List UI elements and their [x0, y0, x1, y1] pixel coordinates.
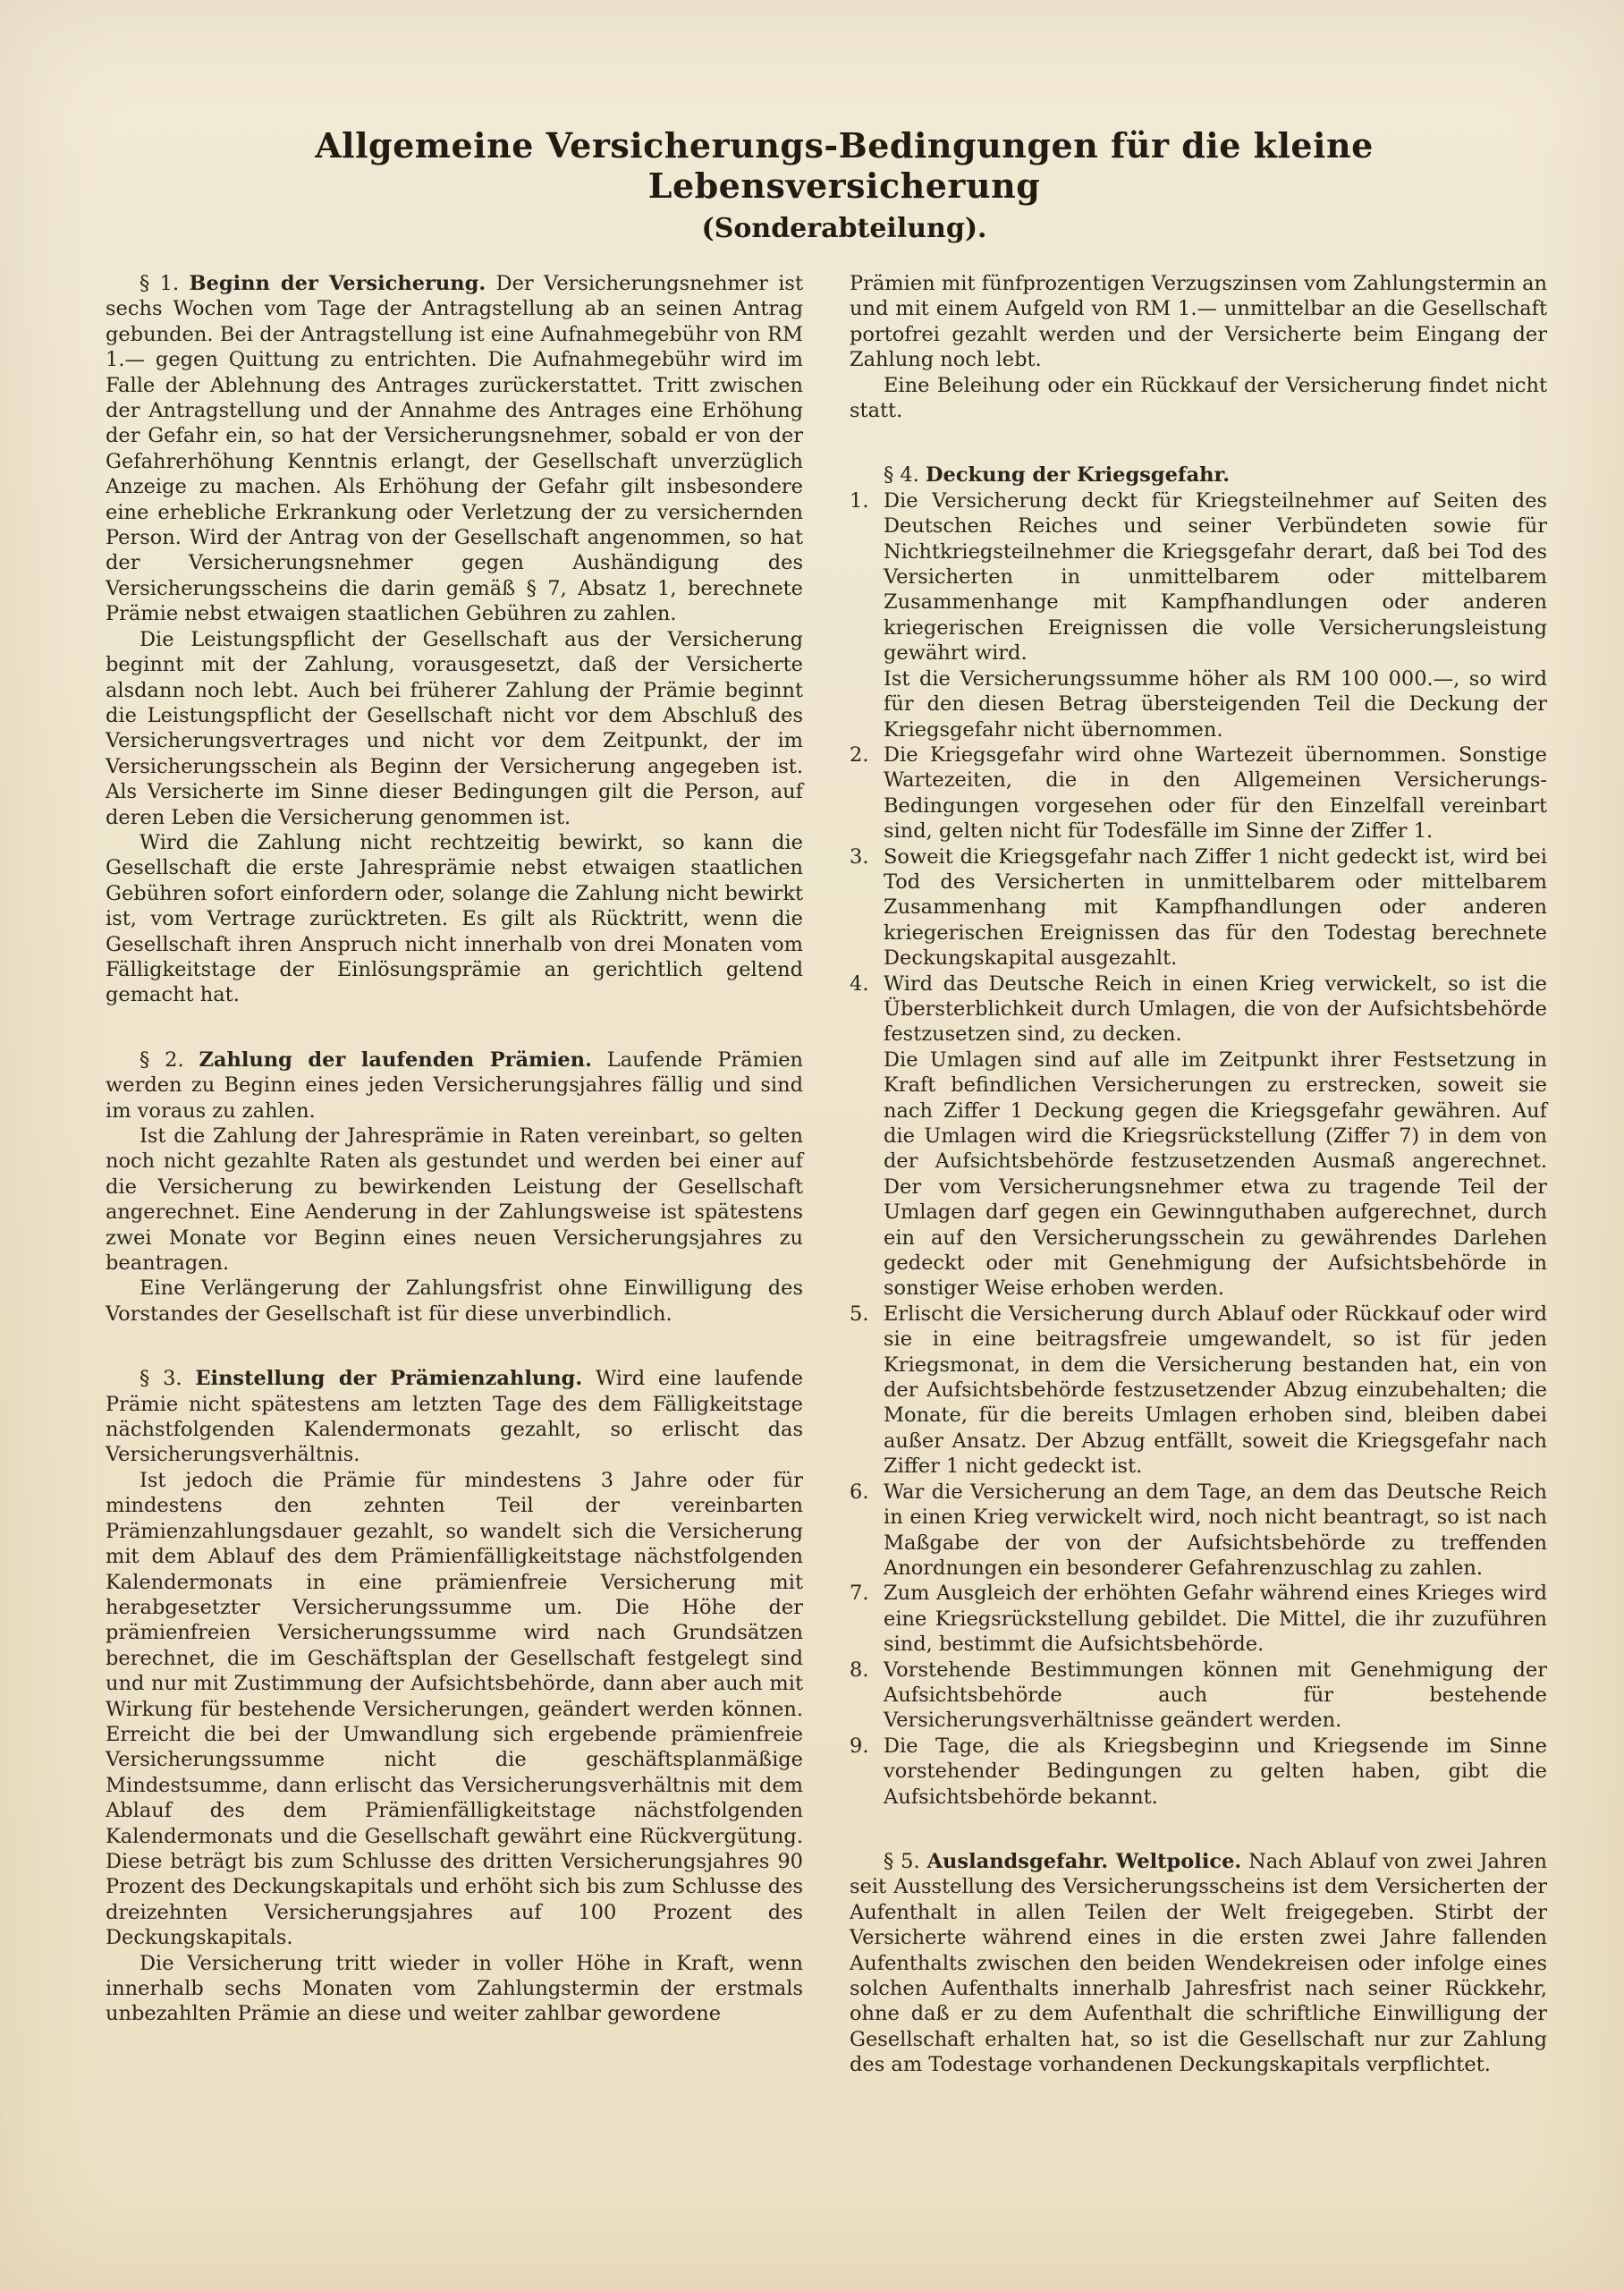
- list-item-number: 5.: [850, 1302, 869, 1326]
- section-1-text-1: Der Versicherungsnehmer ist sechs Wochen vom Tage der Antragstellung ab an seinen Antrag gebunden. Bei der Antragstellung ist eine Aufnahmegebühr von RM 1.— gegen Quittung zu entrichten. Die Aufnahmegebühr wird im Falle der Ablehnung des Antrages zurückerstattet. Tritt zwischen der Antragstellung und der Annahme des Antrages eine Erhöhung der Gefahr ein, so hat der Versicherungsnehmer, sobald er von der Gefahrerhöhung Kenntnis erlangt, der Gesellschaft unverzüglich Anzeige zu machen. Als Erhöhung der Gefahr gilt insbesondere eine erhebliche Erkrankung oder Verletzung der zu versichernden Person. Wird der Antrag von der Gesellschaft angenommen, so hat der Versicherungsnehmer gegen Aushändigung des Versicherungsscheins die darin gemäß § 7, Absatz 1, berechnete Prämie nebst etwaigen staatlichen Gebühren zu zahlen.: [106, 272, 804, 626]
- section-2-paragraph-2: Ist die Zahlung der Jahresprämie in Raten vereinbart, so gelten noch nicht gezahlte Raten als gestundet und werden bei einer auf die Versicherung zu bewirkenden Leistung der Gesellschaft angerechnet. Eine Aenderung in der Zahlungsweise ist spätestens zwei Monate vor Beginn eines neuen Versicherungsjahres zu beantragen.: [106, 1124, 803, 1276]
- list-item-text: Vorstehende Bestimmungen können mit Genehmigung der Aufsichtsbehörde auch für bestehende Versicherungsverhältnisse geändert werden.: [884, 1658, 1547, 1733]
- section-2-text-1: Laufende Prämien werden zu Beginn eines jeden Versicherungsjahres fällig und sind im voraus zu zahlen.: [106, 1047, 804, 1123]
- list-item-text: War die Versicherung an dem Tage, an dem das Deutsche Reich in einen Krieg verwickelt wird, noch nicht beantragt, so ist nach Maßgabe der von der Aufsichtsbehörde zu treffenden Anordnungen ein besonderer Gefahrenzuschlag zu zahlen.: [884, 1480, 1547, 1580]
- section-2-paragraph-1: [106, 1047, 803, 1124]
- section-3-text-1: Wird eine laufende Prämie nicht spätestens am letzten Tage des dem Fälligkeitstage nächstfolgenden Kalendermonats gezahlt, so erlischt das Versicherungsverhältnis.: [106, 1367, 804, 1467]
- section-4-heading: Deckung der Kriegsgefahr.: [926, 463, 1231, 488]
- list-item-text: Die Kriegsgefahr wird ohne Wartezeit übernommen. Sonstige Wartezeiten, die in den Allgemeinen Versicherungs-Bedingungen vorgesehen oder für den Einzelfall vereinbart sind, gelten nicht für Todesfälle im Sinne der Ziffer 1.: [884, 742, 1547, 844]
- document-title: Allgemeine Versicherungs-Bedingungen für die kleine Lebensversicherung: [315, 125, 1374, 206]
- section-1-heading: Beginn der Versicherung.: [189, 272, 486, 295]
- section-3-continued: [850, 271, 1547, 423]
- section-1-paragraph-3: Wird die Zahlung nicht rechtzeitig bewirkt, so kann die Gesellschaft die erste Jahresprämie nebst etwaigen staatlichen Gebühren sofort einfordern oder, solange die Zahlung nicht bewirkt ist, vom Vertrage zurücktreten. Es gilt als Rücktritt, wenn die Gesellschaft ihren Anspruch nicht innerhalb von drei Monaten vom Fälligkeitstage der Einlösungsprämie an gerichtlich geltend gemacht hat.: [106, 830, 803, 1007]
- list-item: [850, 488, 1547, 742]
- section-1: [106, 271, 803, 1008]
- list-item-text: Zum Ausgleich der erhöhten Gefahr während eines Krieges wird eine Kriegsrückstellung gebildet. Die Mittel, die ihr zuzuführen sind, bestimmt die Aufsichtsbehörde.: [884, 1582, 1547, 1657]
- section-2: [106, 1047, 803, 1327]
- section-3-paragraph-4: Eine Beleihung oder ein Rückkauf der Versicherung findet nicht statt.: [850, 373, 1547, 423]
- list-item-text: Erlischt die Versicherung durch Ablauf oder Rückkauf oder wird sie in eine beitragsfreie umgewandelt, so ist für jeden Kriegsmonat, in dem die Versicherung bestanden hat, ein von der Aufsichtsbehörde festzusetzender Abzug einzubehalten; die Monate, für die bereits Umlagen erhoben sind, bleiben dabei außer Ansatz. Der Abzug entfällt, soweit die Kriegsgefahr nach Ziffer 1 nicht gedeckt ist.: [884, 1302, 1547, 1479]
- section-4-number: § 4.: [884, 463, 919, 488]
- section-2-heading: Zahlung der laufenden Prämien.: [199, 1047, 592, 1072]
- section-3-paragraph-2: Ist jedoch die Prämie für mindestens 3 Jahre oder für mindestens den zehnten Teil der vereinbarten Prämienzahlungsdauer gezahlt, so wandelt sich die Versicherung mit dem Ablauf des dem Prämienfälligkeitstage nächstfolgenden Kalendermonats in eine prämienfreie Versicherung mit herabgesetzter Versicherungssumme um. Die Höhe der prämienfreien Versicherungssumme wird nach Grundsätzen berechnet, die im Geschäftsplan der Gesellschaft festgelegt sind und nur mit Zustimmung der Aufsichtsbehörde, dann aber auch mit Wirkung für bestehende Versicherungen, geändert werden können. Erreicht die bei der Umwandlung sich ergebende prämienfreie Versicherungssumme nicht die geschäftsplanmäßige Mindestsumme, dann erlischt das Versicherungsverhältnis mit dem Ablauf des dem Prämienfälligkeitstage nächstfolgenden Kalendermonats und die Gesellschaft gewährt eine Rückvergütung. Diese beträgt bis zum Schlusse des dritten Versicherungsjahres 90 Prozent des Deckungskapitals und erhöht sich bis zum Schlusse des dreizehnten Versicherungsjahres auf 100 Prozent des Deckungskapitals.: [106, 1468, 803, 1950]
- section-5-heading: Auslandsgefahr. Weltpolice.: [926, 1849, 1242, 1873]
- list-item-text: Die Versicherung deckt für Kriegsteilnehmer auf Seiten des Deutschen Reiches und seiner Verbündeten sowie für Nichtkriegsteilnehmer die Kriegsgefahr derart, daß bei Tod des Versicherten in unmittelbarem oder mittelbarem Zusammenhange mit Kampfhandlungen oder anderen kriegerischen Ereignissen die volle Versicherungsleistung gewährt wird.: [884, 488, 1547, 666]
- list-item-text: Soweit die Kriegsgefahr nach Ziffer 1 nicht gedeckt ist, wird bei Tod des Versicherten in unmittelbarem oder mittelbarem Zusammenhang mit Kampfhandlungen oder anderen kriegerischen Ereignissen das für den Todestag berechnete Deckungskapital ausgezahlt.: [884, 844, 1547, 971]
- section-5-text-1: Nach Ablauf von zwei Jahren seit Ausstellung des Versicherungsscheins ist dem Versicherten der Aufenthalt in allen Teilen der Welt freigegeben. Stirbt der Versicherte während eines in die ersten zwei Jahre fallenden Aufenthalts zwischen den beiden Wendekreisen oder infolge eines solchen Aufenthalts innerhalb Jahresfrist nach seiner Rückkehr, ohne daß er zu dem Aufenthalt die schriftliche Einwilligung der Gesellschaft erhalten hat, so ist die Gesellschaft nur zur Zahlung des am Todestage vorhandenen Deckungskapitals verpflichtet.: [850, 1849, 1548, 2077]
- right-column: [850, 271, 1547, 2078]
- section-3-paragraph-1: [106, 1366, 803, 1468]
- list-item: [850, 1480, 1547, 1582]
- section-1-paragraph-2: Die Leistungspflicht der Gesellschaft aus der Versicherung beginnt mit der Zahlung, vorausgesetzt, daß der Versicherte alsdann noch lebt. Auch bei früherer Zahlung der Prämie beginnt die Leistungspflicht der Gesellschaft nicht vor dem Abschluß des Versicherungsvertrages und nicht vor dem Zeitpunkt, der im Versicherungsschein als Beginn der Versicherung angegeben ist. Als Versicherte im Sinne dieser Bedingungen gilt die Person, auf deren Leben die Versicherung genommen ist.: [106, 627, 803, 829]
- list-item-continuation: Ist die Versicherungssumme höher als RM 100 000.—, so wird für den diesen Betrag übersteigenden Teil die Deckung der Kriegsgefahr nicht übernommen.: [884, 666, 1547, 742]
- list-item-continuation: Die Umlagen sind auf alle im Zeitpunkt ihrer Festsetzung in Kraft befindlichen Versicherungen zu erstrecken, soweit sie nach Ziffer 1 Deckung gegen die Kriegsgefahr gewähren. Auf die Umlagen wird die Kriegsrückstellung (Ziffer 7) in dem von der Aufsichtsbehörde festzusetzenden Ausmaß angerechnet. Der vom Versicherungsnehmer etwa zu tragende Teil der Umlagen darf gegen ein Gewinnguthaben aufgerechnet, durch ein auf den Versicherungsschein zu gewährendes Darlehen gedeckt oder mit Genehmigung der Aufsichtsbehörde in sonstiger Weise erhoben werden.: [884, 1047, 1547, 1301]
- list-item-number: 1.: [850, 488, 869, 513]
- list-item: [850, 844, 1547, 971]
- list-item: [850, 1581, 1547, 1657]
- list-item: [850, 1658, 1547, 1734]
- section-4-list: [850, 488, 1547, 1810]
- section-4: [850, 462, 1547, 1810]
- list-item-number: 2.: [850, 742, 869, 767]
- list-item-text: Wird das Deutsche Reich in einen Krieg verwickelt, so ist die Übersterblichkeit durch Umlagen, die von der Aufsichtsbehörde festzusetzen sind, zu decken.: [884, 971, 1547, 1047]
- list-item: [850, 1734, 1547, 1810]
- section-2-number: § 2.: [140, 1047, 184, 1072]
- two-column-body: [106, 271, 1547, 2078]
- section-2-paragraph-3: Eine Verlängerung der Zahlungsfrist ohne Einwilligung des Vorstandes der Gesellschaft ist für diese unverbindlich.: [106, 1276, 803, 1326]
- section-5-number: § 5.: [884, 1849, 920, 1873]
- section-3-number: § 3.: [140, 1367, 182, 1391]
- section-3-paragraph-3: Die Versicherung tritt wieder in voller Höhe in Kraft, wenn innerhalb sechs Monaten vom Zahlungstermin der erstmals unbezahlten Prämie an diese und weiter zahlbar gewordene: [106, 1951, 803, 2026]
- section-3-paragraph-3-continued: Prämien mit fünfprozentigen Verzugszinsen vom Zahlungstermin an und mit einem Aufgeld von RM 1.— unmittelbar an die Gesellschaft portofrei gezahlt werden und der Versicherte beim Eingang der Zahlung noch lebt.: [850, 272, 1547, 372]
- left-column: [106, 271, 803, 2078]
- list-item-number: 7.: [850, 1582, 869, 1606]
- section-3: [106, 1366, 803, 2027]
- list-item-text: Die Tage, die als Kriegsbeginn und Kriegsende im Sinne vorstehender Bedingungen zu gelten haben, gibt die Aufsichtsbehörde bekannt.: [884, 1734, 1547, 1809]
- section-5-paragraph-1: [850, 1849, 1547, 2078]
- list-item-number: 3.: [850, 844, 869, 869]
- list-item: [850, 742, 1547, 844]
- section-1-number: § 1.: [140, 272, 180, 295]
- list-item: [850, 1302, 1547, 1480]
- list-item-number: 6.: [850, 1480, 869, 1504]
- list-item-number: 4.: [850, 971, 869, 996]
- section-3-heading: Einstellung der Prämienzahlung.: [195, 1367, 583, 1391]
- section-5: [850, 1849, 1547, 2078]
- section-1-paragraph-1: [106, 271, 803, 627]
- list-item: [850, 971, 1547, 1302]
- list-item-number: 8.: [850, 1658, 869, 1682]
- list-item-number: 9.: [850, 1734, 869, 1758]
- document-subtitle: (Sonderabteilung).: [701, 213, 987, 244]
- section-4-title-line: [850, 462, 1547, 488]
